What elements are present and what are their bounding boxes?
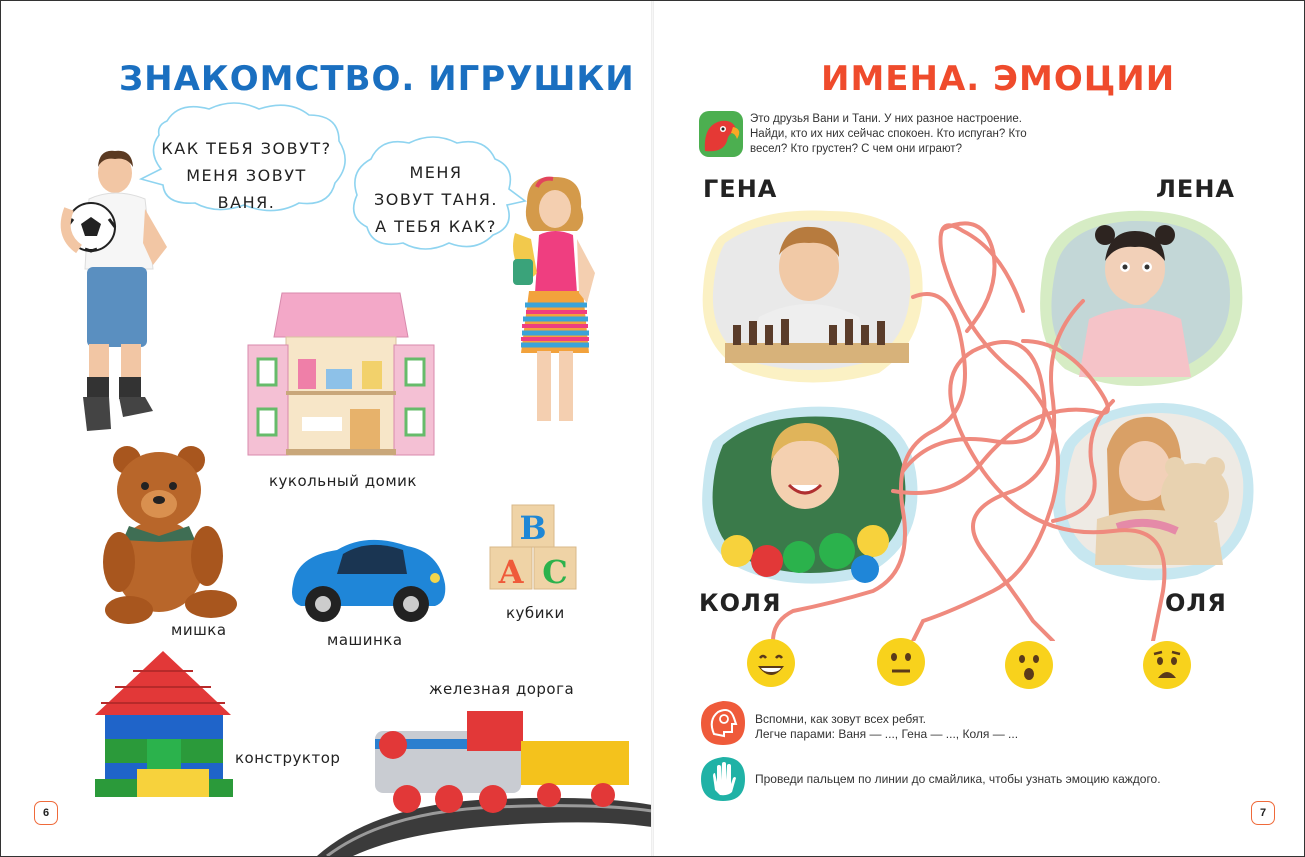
page-number-left: 6 <box>34 801 58 825</box>
emoji-neutral-icon <box>876 637 926 687</box>
name-gena: ГЕНА <box>703 175 778 203</box>
bubble-girl-line-2: ЗОВУТ ТАНЯ. <box>374 190 498 209</box>
bear-label: мишка <box>171 621 227 639</box>
bubble-girl-line-3: А ТЕБЯ КАК? <box>375 217 497 236</box>
teddy-bear-illustration <box>99 446 244 626</box>
dollhouse-illustration <box>246 289 436 459</box>
speech-bubble-boy <box>139 101 354 216</box>
name-olya: ОЛЯ <box>1165 589 1227 617</box>
toy-train-illustration <box>317 707 652 856</box>
task-trace-text: Проведи пальцем по линии до смайлика, чтобы узнать эмоцию каждого. <box>755 772 1161 786</box>
abc-blocks-illustration <box>488 503 580 593</box>
right-page <box>653 1 1304 856</box>
page-number-right: 7 <box>1251 801 1275 825</box>
name-kolya: КОЛЯ <box>699 589 782 617</box>
bubble-boy-line-3: ВАНЯ. <box>217 193 276 212</box>
block-letter-a: A <box>498 553 524 591</box>
girl-with-doll-illustration <box>507 173 607 438</box>
task-remember-text <box>755 712 1018 742</box>
intro-text <box>750 112 1112 157</box>
dollhouse-label: кукольный домик <box>269 472 417 490</box>
bubble-boy-line-2: МЕНЯ ЗОВУТ <box>186 166 307 185</box>
bubble-boy-line-1: КАК ТЕБЯ ЗОВУТ? <box>161 139 332 158</box>
task-remember-line-1: Вспомни, как зовут всех ребят. <box>755 712 926 726</box>
bubble-girl-line-1: МЕНЯ <box>409 163 463 182</box>
intro-line-3: весел? Кто грустен? С чем они играют? <box>750 143 962 155</box>
toy-car-illustration <box>287 528 449 628</box>
emoji-scared-icon <box>1142 640 1192 690</box>
railway-label: железная дорога <box>429 680 575 698</box>
maze-lines <box>753 211 1193 641</box>
speech-bubble-girl <box>345 131 527 256</box>
name-lena: ЛЕНА <box>1156 175 1235 203</box>
block-letter-c: C <box>542 553 568 591</box>
blocks-label: кубики <box>506 604 565 622</box>
page-title-left: ЗНАКОМСТВО. ИГРУШКИ <box>119 59 635 99</box>
lego-house-illustration <box>93 651 235 805</box>
task-remember-line-2: Легче парами: Ваня — ..., Гена — ..., Коля — ... <box>755 727 1019 741</box>
constructor-label: конструктор <box>235 749 341 767</box>
intro-line-1: Это друзья Вани и Тани. У них разное настроение. <box>750 113 1022 125</box>
intro-line-2: Найди, кто их них сейчас спокоен. Кто испуган? Кто <box>750 128 1027 140</box>
page-title-right: ИМЕНА. ЭМОЦИИ <box>821 59 1176 99</box>
car-label: машинка <box>327 631 403 649</box>
emoji-surprised-icon <box>1004 640 1054 690</box>
left-page <box>1 1 652 856</box>
emoji-laughing-icon <box>746 638 796 688</box>
parrot-icon <box>699 111 743 157</box>
lightbulb-head-icon <box>700 700 746 746</box>
block-letter-b: B <box>519 509 547 547</box>
hand-icon <box>700 756 746 802</box>
